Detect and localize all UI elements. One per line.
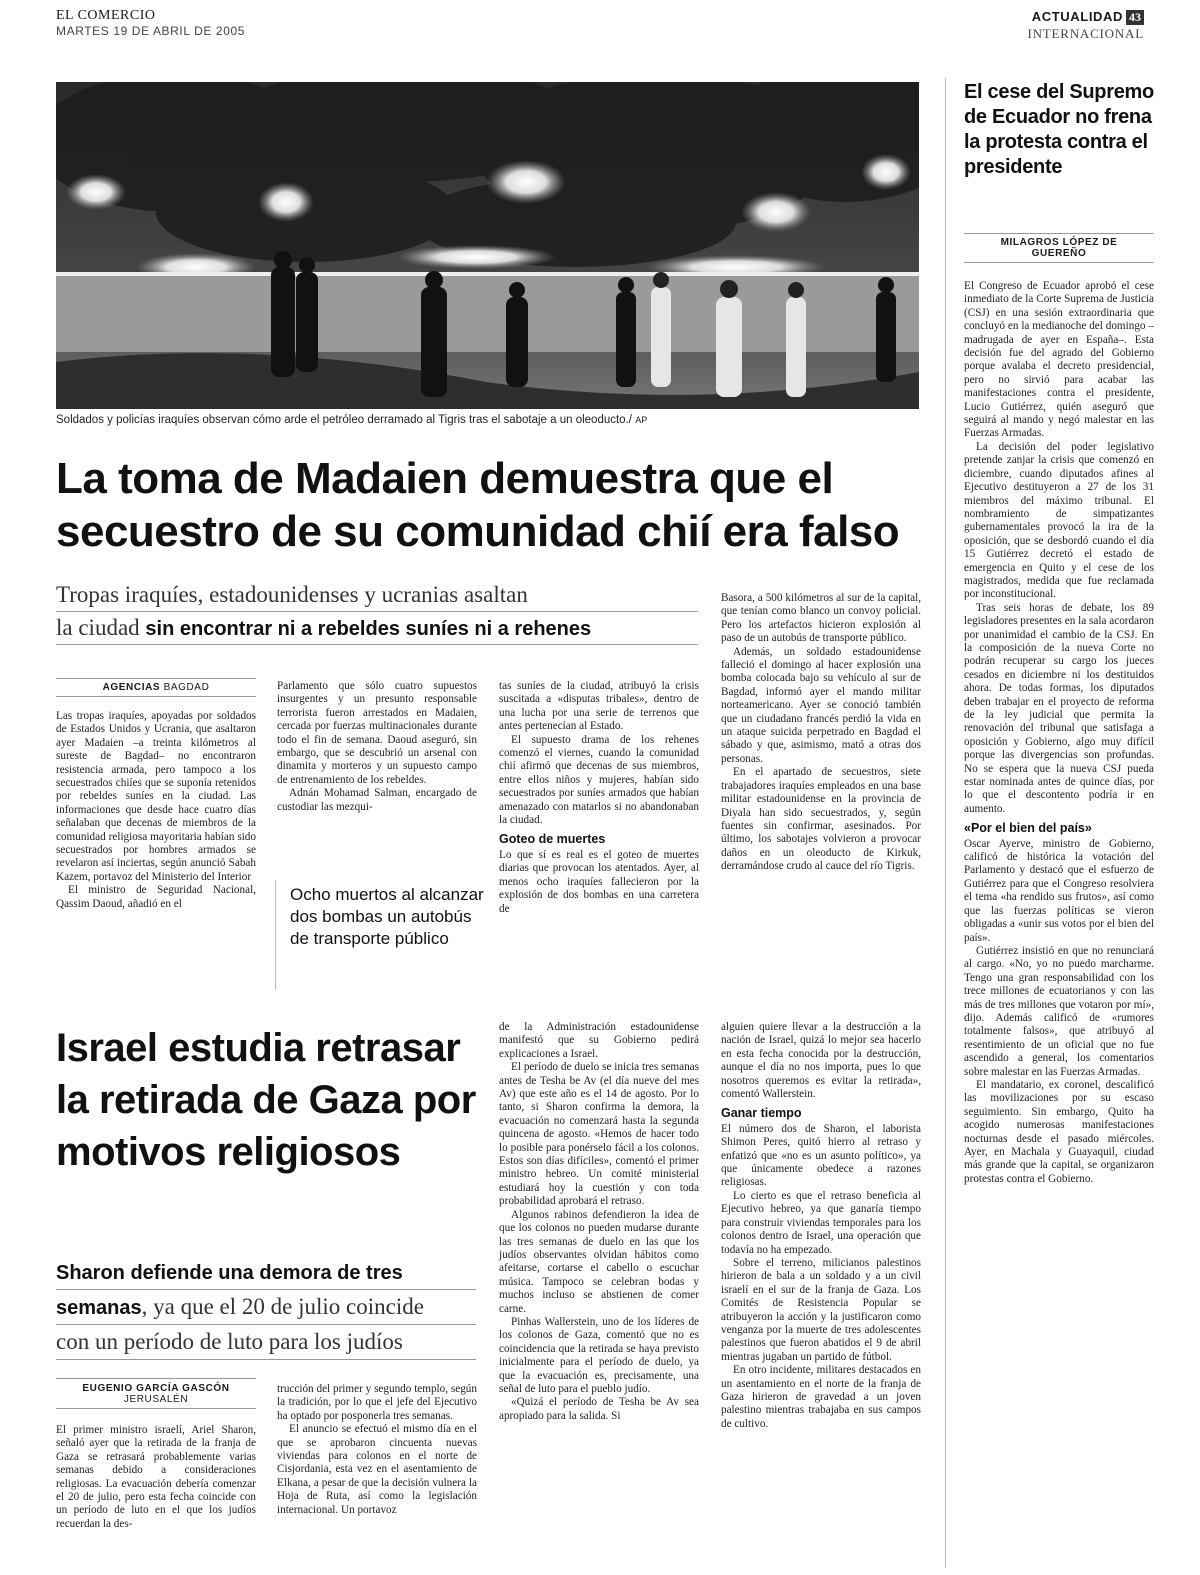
- paragraph: El período de duelo se inicia tres semanas antes de Tesha be Av (el día nueve del mes Av) que este año es el 14 de agosto. Por lo tanto, si Sharon confirma la demora, la evacuación no comenzará hasta la segunda quincena de agosto. «Hemos de hacer todo lo posible para ponérselo fácil a los colonos. Estos son días difíciles», comentó el primer ministro hebreo. Un comité ministerial estudiará hoy la cuestión y con toda probabilidad aprobará el retraso.: [499, 1061, 699, 1208]
- paragraph: El primer ministro israelí, Ariel Sharon, señaló ayer que la retirada de la franja de Gaza se retrasará probablemente varias semanas debido a consideraciones religiosas. La evacuación debería comenzar el 20 de julio, pero esta fecha coincide con un período de luto en el que los judíos recuerdan la des-: [56, 1424, 256, 1530]
- paragraph: Sobre el terreno, milicianos palestinos hirieron de bala a un soldado y a un civil israelí en el sur de la franja de Gaza. Los Comités de Resistencia Popular se atribuyeron la acción y la justificaron como venganza por la muerte de tres adolescentes palestinos que fueron abatidos el 9 de abril mientras jugaban un partido de fútbol.: [721, 1256, 921, 1363]
- caption-text: Soldados y policías iraquíes observan cómo arde el petróleo derramado al Tigris tras el sabotaje a un oleoducto./: [56, 414, 632, 426]
- lead-col-3: [499, 680, 699, 916]
- masthead-right: [1027, 8, 1144, 42]
- paragraph: de la Administración estadounidense manifestó que su Gobierno pedirá explicaciones a Israel.: [499, 1021, 699, 1060]
- paragraph: Tras seis horas de debate, los 89 legisladores presentes en la sala acordaron por unanimidad el cambio de la CSJ. En la composición de la nueva Corte no podrán recuperar su cargo los jueces cesados en diciembre ni los destituidos ahora. De todas formas, los diputados deben trabajar en el proyecto de reforma de la ley judicial que permita la renovación del tribunal que satisfaga a oposición y Gobierno, algo muy difícil porque las divergencias son profundas. No se espera que la nueva CSJ pueda estar nominada antes de quince días, por lo que el descontento podría ir en aumento.: [964, 601, 1154, 815]
- israel-byline-place: JERUSALÉN: [123, 1394, 189, 1405]
- byline-rule-bottom: [56, 696, 256, 697]
- byline-place: BAGDAD: [163, 682, 210, 693]
- news-photo: [56, 82, 919, 409]
- israel-deck-line-2: [56, 1290, 476, 1325]
- israel-byline-block: [56, 1378, 256, 1409]
- byline-rule-bottom: [964, 262, 1154, 263]
- ecuador-body: [964, 280, 1154, 1186]
- section-name: ACTUALIDAD: [1031, 9, 1123, 24]
- photo-caption: [56, 414, 647, 426]
- paragraph: Adnán Mohamad Salman, encargado de custodiar las mezqui-: [277, 787, 477, 813]
- paragraph: Algunos rabinos defendieron la idea de que los colonos no pueden mudarse durante las tres semanas de duelo en las que los judíos observantes olvidan hábitos como afeitarse, cortarse el cabello o escuchar música. Tampoco se celebran bodas y muchos incluso se abstienen de comer carne.: [499, 1208, 699, 1315]
- byline-name: AGENCIAS: [102, 682, 161, 693]
- israel-col-3: [499, 1021, 699, 1423]
- israel-col-2: [277, 1383, 477, 1517]
- paragraph: El mandatario, ex coronel, descalificó las movilizaciones por su escaso seguimiento. Sin embargo, Quito ha acogido numerosas manifestaciones nocturnas desde el pasado miércoles. Ayer, en Machala y Guayaquil, ciudad más grande que la capital, se organizaron protestas contra el Gobierno.: [964, 1078, 1154, 1185]
- deck-line-2: [56, 612, 698, 645]
- paragraph: Oscar Ayerve, ministro de Gobierno, calificó de histórica la votación del Parlamento y destacó que el esfuerzo de Gutiérrez para que el Congreso resolviera el tema «ha rendido sus frutos», así como que las fuerzas políticas se vieron obligadas a «unir sus votos por el bien del país».: [964, 837, 1154, 944]
- paragraph: El ministro de Seguridad Nacional, Qassim Daoud, añadió en el: [56, 884, 256, 910]
- paragraph: tas suníes de la ciudad, atribuyó la crisis suscitada a «disputas tribales», dentro de una lucha por una serie de terrenos que antes pertenecían al Estado.: [499, 680, 699, 733]
- paragraph: Basora, a 500 kilómetros al sur de la capital, que tenían como blanco un convoy policial. Pero los artefactos hicieron explosión al paso de un autobús de transporte público.: [721, 592, 921, 645]
- paragraph: La decisión del poder legislativo pretende zanjar la crisis que comenzó en diciembre, cuando diputados afines al Ejecutivo destituyeron a 27 de los 31 miembros del máximo tribunal. El nombramiento de simpatizantes gubernamentales provocó la ira de la oposición, que se desbordó cuando el día 15 Gutiérrez decretó el estado de emergencia en Quito y el cese de los magistrados, medida que fue reclamada por inconstitucional.: [964, 440, 1154, 601]
- israel-col-4: [721, 1021, 921, 1431]
- lead-deck: [56, 582, 698, 645]
- paragraph: Pinhas Wallerstein, uno de los líderes de los colonos de Gaza, comentó que no es coincidencia que la retirada se haya previsto inicialmente para el período de duelo, ya que la evacuación es, precisamente, una señal de luto para el pueblo judío.: [499, 1315, 699, 1395]
- newspaper-name: EL COMERCIO: [56, 8, 156, 23]
- lead-byline: [56, 679, 256, 696]
- pullquote-rule: [275, 880, 276, 990]
- israel-deck: [56, 1255, 476, 1360]
- column-divider: [945, 78, 946, 1568]
- lead-col-1: [56, 710, 256, 911]
- paragraph: El Congreso de Ecuador aprobó el cese inmediato de la Corte Suprema de Justicia (CSJ) en una sesión extraordinaria que concluyó en la medianoche del domingo –madrugada de ayer en España–. Esta decisión fue del agrado del Gobierno porque avalaba el decreto presidencial, pero no sirvió para acabar las manifestaciones contra el presidente, Lucio Gutiérrez, quién aseguró que seguirá al mando y negó malestar en las Fuerzas Armadas.: [964, 280, 1154, 440]
- paragraph: El anuncio se efectuó el mismo día en el que se aprobaron cincuenta nuevas viviendas para colonos en el norte de Cisjordania, esta vez en el asentamiento de Elkana, a pesar de que la decisión vulnera la Hoja de Ruta, así como la legislación internacional. Un portavoz: [277, 1423, 477, 1516]
- lead-subhead: Goteo de muertes: [499, 832, 606, 847]
- paragraph: Gutiérrez insistió en que no renunciará al cargo. «No, yo no puedo marcharme. Tengo una gran responsabilidad con los trece millones de ecuatorianos y con las más de tres millones que votaron por mí», dijo. Además calificó de «rumores totalmente falsos», que atribuyó al resentimiento de un oficial que no fue ascendido a general, los comentarios sobre malestar en las Fuerzas Armadas.: [964, 944, 1154, 1078]
- israel-headline: Israel estudia retrasar la retirada de Gaza por motivos religiosos: [56, 1026, 476, 1174]
- photo-credit: AP: [635, 415, 648, 425]
- israel-deck-plain-2: , ya que el 20 de julio coincide: [141, 1294, 424, 1319]
- lead-col-2: [277, 680, 477, 814]
- israel-col-1: [56, 1424, 256, 1531]
- paragraph: Parlamento que sólo cuatro supuestos insurgentes y un presunto responsable terrorista fueron arrestados en Madaien, cercada por fuerzas multinacionales durante todo el fin de semana. Daoud aseguró, sin embargo, que se descubrió un arsenal con dinamita y morteros y un supuesto campo de entrenamiento de los rebeldes.: [277, 680, 477, 786]
- deck-line-1: Tropas iraquíes, estadounidenses y ucranias asaltan: [56, 582, 698, 612]
- israel-byline-name: EUGENIO GARCÍA GASCÓN: [82, 1383, 230, 1394]
- page-number: 43: [1126, 10, 1144, 25]
- ecuador-subhead: «Por el bien del país»: [964, 821, 1092, 836]
- burning-river-photo: [56, 82, 919, 409]
- subsection-name: INTERNACIONAL: [1027, 26, 1144, 41]
- paragraph: Lo cierto es que el retraso beneficia al Ejecutivo hebreo, ya que ganaría tiempo para construir viviendas temporales para los colonos dentro de Israel, una operación que todavía no ha empezado.: [721, 1189, 921, 1256]
- pullquote: Ocho muertos al alcanzar dos bombas un autobús de transporte público: [290, 885, 484, 948]
- israel-deck-line-1: [56, 1255, 476, 1290]
- ecuador-byline: MILAGROS LÓPEZ DE GUEREÑO: [1000, 237, 1118, 259]
- lead-byline-block: [56, 678, 256, 697]
- masthead-left: [56, 8, 245, 38]
- issue-date: MARTES 19 DE ABRIL DE 2005: [56, 24, 246, 38]
- ecuador-headline: El cese del Supremo de Ecuador no frena la protesta contra el presidente: [964, 81, 1154, 178]
- israel-subhead: Ganar tiempo: [721, 1106, 802, 1121]
- deck-line-2-plain: la ciudad: [56, 615, 146, 640]
- lead-headline: La toma de Madaien demuestra que el secuestro de su comunidad chií era falso: [56, 454, 900, 556]
- paragraph: «Quizá el período de Tesha be Av sea apropiado para la salida. Si: [499, 1396, 699, 1422]
- paragraph: alguien quiere llevar a la destrucción a la nación de Israel, quizá lo mejor sea hacerlo en esta fecha conocida por la destrucción, aunque el día no nos importa, pues lo que nosotros queremos es evitar la retirada», comentó Wallerstein.: [721, 1021, 921, 1101]
- deck-line-2-bold: sin encontrar ni a rebeldes suníes ni a rehenes: [145, 618, 592, 640]
- paragraph: trucción del primer y segundo templo, según la tradición, por lo que el jefe del Ejecutivo ha optado por posponerla tres semanas.: [277, 1383, 477, 1422]
- byline-rule-bottom: [56, 1408, 256, 1409]
- israel-deck-line-3: con un período de luto para los judíos: [56, 1325, 476, 1360]
- paragraph: Lo que sí es real es el goteo de muertes diarias que provocan los atentados. Ayer, al menos ocho iraquíes fallecieron por la explosión de dos bombas en una carretera de: [499, 848, 699, 915]
- lead-col-4: [721, 592, 921, 874]
- ecuador-byline-block: [964, 233, 1154, 263]
- paragraph: En el apartado de secuestros, siete trabajadores iraquíes empleados en una base militar estadounidense en la provincia de Diyala han sido secuestrados, y, según fuentes sin confirmar, asesinados. Por último, los sabotajes volvieron a provocar daños en un oleoducto de Kirkuk, derramándose crudo al cauce del río Tigris.: [721, 766, 921, 873]
- israel-deck-bold-2: semanas: [56, 1297, 142, 1319]
- israel-deck-bold-1: Sharon defiende una demora de tres: [56, 1262, 403, 1284]
- paragraph: El número dos de Sharon, el laborista Shimon Peres, quitó hierro al retraso y enfatizó que «no es un asunto político», ya que únicamente obedece a razones religiosas.: [721, 1122, 921, 1189]
- paragraph: El supuesto drama de los rehenes comenzó el viernes, cuando la comunidad chií afirmó que decenas de sus miembros, entre ellos niños y mujeres, habían sido secuestrados por suníes armados que habían amenazado con matarlos si no abandonaban la ciudad.: [499, 733, 699, 827]
- paragraph: En otro incidente, militares destacados en un asentamiento en el norte de la franja de Gaza hirieron de gravedad a un joven palestino mientras trabajaba en sus campos de cultivo.: [721, 1364, 921, 1430]
- paragraph: Además, un soldado estadounidense falleció el domingo al hacer explosión una bomba colocada bajo su vehículo al sur de Bagdad, informó ayer el mando militar norteamericano. Ayer se conoció también que un ciudadano francés perdió la vida en un ataque suicida perpetrado en Bagdad el sábado y que, asimismo, mató a otras dos personas.: [721, 645, 921, 765]
- paragraph: Las tropas iraquíes, apoyadas por soldados de Estados Unidos y Ucrania, que asaltaron ayer Madaien –a treinta kilómetros al sureste de Bagdad– no encontraron resistencia armada, pero tampoco a los secuestrados chiíes que se suponía retenidos por rebeldes suníes en la ciudad. Las informaciones que desde hace cuatro días señalaban que decenas de miembros de la comunidad religiosa mayoritaria habían sido secuestrados por hombres armados se revelaron así inciertas, según anunció Sabah Kazem, portavoz del Ministerio del Interior: [56, 710, 256, 883]
